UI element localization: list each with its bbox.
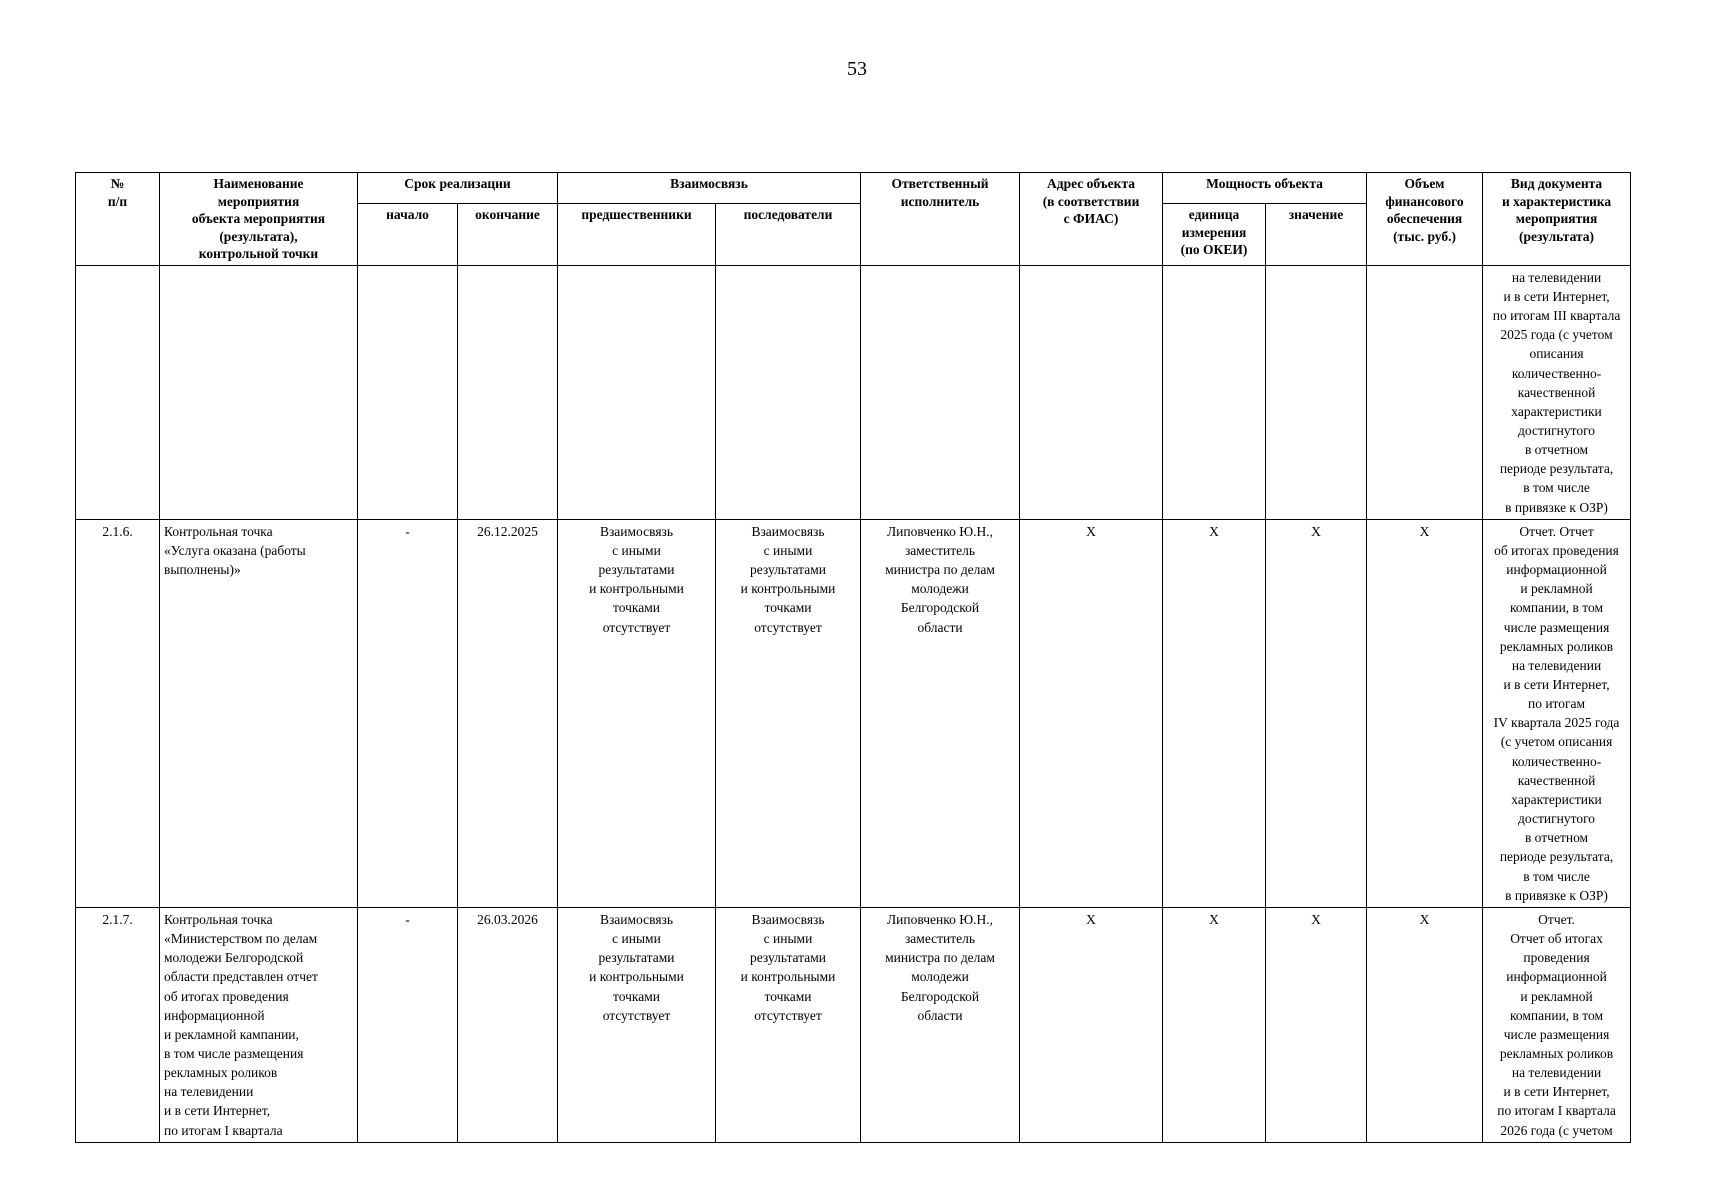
cell-successors [716,265,861,519]
cell-responsible: Липовченко Ю.Н., заместитель министра по делам молодежи Белгородской области [861,519,1020,907]
cell-predecessors: Взаимосвязь с иными результатами и контрольными точками отсутствует [558,519,716,907]
plan-table [75,172,1631,1143]
cell-name: Контрольная точка «Министерством по делам молодежи Белгородской области представлен отчет об итогах проведения информационной и рекламной кампании, в том числе размещения рекламных роликов на телевидении и в сети Интернет, по итогам I квартала [160,907,358,1142]
header-num: № п/п [76,173,160,266]
header-value: значение [1266,204,1367,266]
header-successors: последователи [716,204,861,266]
cell-doc: на телевидении и в сети Интернет, по итогам III квартала 2025 года (с учетом описания количественно- качественной характеристики достигнутого в отчетном периоде результата, в том числе в привязке к ОЗР) [1483,265,1631,519]
cell-successors: Взаимосвязь с иными результатами и контрольными точками отсутствует [716,907,861,1142]
cell-predecessors [558,265,716,519]
cell-finance: Х [1367,907,1483,1142]
header-relation: Взаимосвязь [558,173,861,204]
cell-finance: Х [1367,519,1483,907]
header-responsible: Ответственный исполнитель [861,173,1020,266]
cell-responsible: Липовченко Ю.Н., заместитель министра по делам молодежи Белгородской области [861,907,1020,1142]
cell-value: Х [1266,907,1367,1142]
cell-unit: Х [1163,907,1266,1142]
cell-unit [1163,265,1266,519]
cell-end [458,265,558,519]
cell-value: Х [1266,519,1367,907]
cell-num: 2.1.7. [76,907,160,1142]
header-period: Срок реализации [358,173,558,204]
cell-value [1266,265,1367,519]
header-finance: Объем финансового обеспечения (тыс. руб.) [1367,173,1483,266]
cell-name [160,265,358,519]
cell-start: - [358,907,458,1142]
header-unit: единица измерения (по ОКЕИ) [1163,204,1266,266]
cell-address: Х [1020,519,1163,907]
table-row [76,907,1631,1142]
cell-responsible [861,265,1020,519]
header-address: Адрес объекта (в соответствии с ФИАС) [1020,173,1163,266]
cell-doc: Отчет. Отчет об итогах проведения информационной и рекламной компании, в том числе размещения рекламных роликов на телевидении и в сети Интернет, по итогам I квартала 2026 года (с учетом [1483,907,1631,1142]
header-doc-type: Вид документа и характеристика мероприятия (результата) [1483,173,1631,266]
header-period-end: окончание [458,204,558,266]
cell-start: - [358,519,458,907]
cell-doc: Отчет. Отчет об итогах проведения информационной и рекламной компании, в том числе размещения рекламных роликов на телевидении и в сети Интернет, по итогам IV квартала 2025 года (с учетом описания количественно- качественной характеристики достигнутого в отчетном периоде результата, в том числе в привязке к ОЗР) [1483,519,1631,907]
header-row [76,173,1631,204]
cell-finance [1367,265,1483,519]
cell-name: Контрольная точка «Услуга оказана (работы выполнены)» [160,519,358,907]
header-period-start: начало [358,204,458,266]
header-name: Наименование мероприятия объекта мероприятия (результата), контрольной точки [160,173,358,266]
cell-unit: Х [1163,519,1266,907]
cell-num: 2.1.6. [76,519,160,907]
cell-end: 26.12.2025 [458,519,558,907]
header-predecessors: предшественники [558,204,716,266]
header-capacity: Мощность объекта [1163,173,1367,204]
cell-address: Х [1020,907,1163,1142]
cell-num [76,265,160,519]
table-row [76,265,1631,519]
cell-predecessors: Взаимосвязь с иными результатами и контрольными точками отсутствует [558,907,716,1142]
table-row [76,519,1631,907]
page-number: 53 [847,58,867,80]
cell-start [358,265,458,519]
cell-successors: Взаимосвязь с иными результатами и контрольными точками отсутствует [716,519,861,907]
cell-address [1020,265,1163,519]
cell-end: 26.03.2026 [458,907,558,1142]
